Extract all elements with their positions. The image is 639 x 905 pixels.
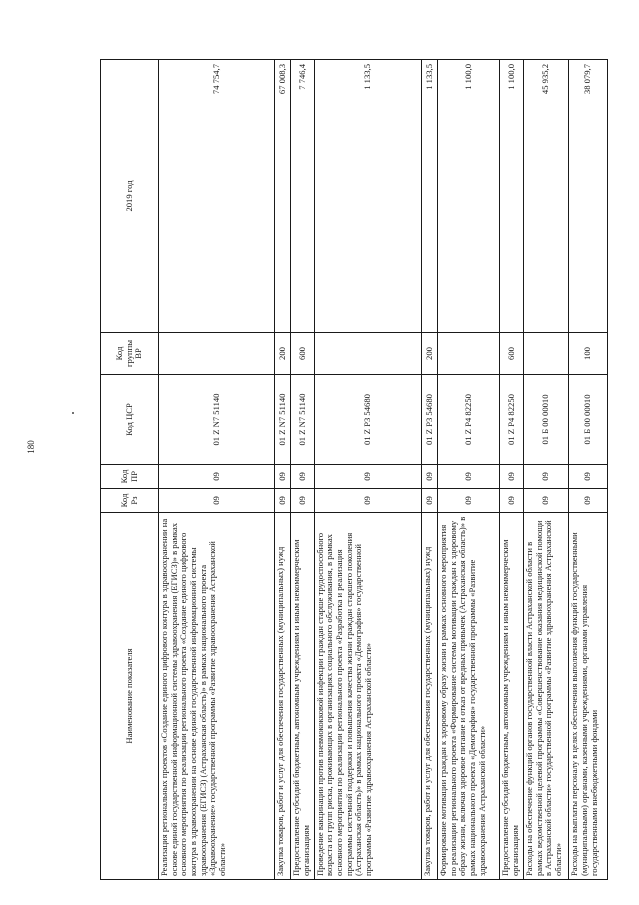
row-csr: 01 Z P3 54680 [314,375,421,465]
row-sum: 45 935,2 [524,60,569,333]
page-number: 180 [26,440,36,454]
header-vr: Код группы ВР [101,333,159,375]
row-csr: 01 Б 00 00010 [569,375,608,465]
table-row [422,60,438,880]
row-csr: 01 Z P3 54680 [422,375,438,465]
row-sum: 38 079,7 [569,60,608,333]
row-csr: 01 Z N7 51140 [159,375,275,465]
row-rz: 09 [159,489,275,513]
row-name: Предоставление субсидий бюджетным, автономным учреждениям и иным некоммерческим организациям [290,513,314,880]
row-csr: 01 Z N7 51140 [290,375,314,465]
row-rz: 09 [290,489,314,513]
row-vr: 100 [569,333,608,375]
row-csr: 01 Z P4 82250 [500,375,524,465]
row-name: Расходы на выплаты персоналу в целях обеспечения выполнения функций государственными (муниципальными) органами, казенными учреждениями, органами управления государственными внебюджетными фондами [569,513,608,880]
header-year: 2019 год [101,60,159,333]
row-pr: 09 [500,465,524,489]
row-sum: 74 754,7 [159,60,275,333]
row-pr: 09 [438,465,500,489]
row-rz: 09 [524,489,569,513]
row-name: Проведение вакцинации против пневмококковой инфекции граждан старше трудоспособного возраста из групп риска, проживающих в организациях социального обслуживания, в рамках основного мероприятия по реализации регионального проекта «Разработка и реализация программы системной поддержки и повышения качества жизни граждан старшего поколения (Астраханская область)» в рамках национального проекта «Демография» государственной программы «Развитие здравоохранения Астраханской области» [314,513,421,880]
row-vr: 200 [422,333,438,375]
row-name: Формирование мотивации граждан к здоровому образу жизни в рамках основного мероприятия по реализации регионального проекта «Формирование системы мотивации граждан к здоровому образу жизни, включая здоровое питание и отказ от вредных привычек (Астраханская область)» в рамках национального проекта «Демография» государственной программы «Развитие здравоохранения Астраханской области» [438,513,500,880]
row-sum: 7 746,4 [290,60,314,333]
row-name: Закупка товаров, работ и услуг для обеспечения государственных (муниципальных) нужд [422,513,438,880]
row-csr: 01 Z N7 51140 [274,375,290,465]
row-name: Расходы на обеспечение функций органов государственной власти Астраханской области в рамках ведомственной целевой программы «Совершенствование оказания медицинской помощи в Астраханской области» государственной программы «Развитие здравоохранения Астраханской области» [524,513,569,880]
row-pr: 09 [569,465,608,489]
scan-speck [72,412,74,414]
table-row [159,60,275,880]
header-pr: Код ПР [101,465,159,489]
row-pr: 09 [159,465,275,489]
table-row [290,60,314,880]
header-name: Наименование показателя [101,513,159,880]
row-sum: 1 133,5 [314,60,421,333]
table-row [314,60,421,880]
budget-table [100,59,608,880]
row-pr: 09 [274,465,290,489]
table-row [274,60,290,880]
row-rz: 09 [422,489,438,513]
row-rz: 09 [314,489,421,513]
row-sum: 1 100,0 [438,60,500,333]
row-csr: 01 Z P4 82250 [438,375,500,465]
row-vr: 200 [274,333,290,375]
row-pr: 09 [524,465,569,489]
table-row [569,60,608,880]
table-header-row [101,60,159,880]
table-row [524,60,569,880]
row-rz: 09 [274,489,290,513]
row-vr: 600 [290,333,314,375]
row-csr: 01 Б 00 00010 [524,375,569,465]
row-pr: 09 [422,465,438,489]
row-sum: 67 008,3 [274,60,290,333]
row-name: Предоставление субсидий бюджетным, автономным учреждениям и иным некоммерческим организациям [500,513,524,880]
row-vr [159,333,275,375]
header-csr: Код ЦСР [101,375,159,465]
row-vr [314,333,421,375]
row-rz: 09 [569,489,608,513]
table-row [438,60,500,880]
row-sum: 1 133,5 [422,60,438,333]
row-pr: 09 [314,465,421,489]
row-rz: 09 [500,489,524,513]
row-vr [438,333,500,375]
row-rz: 09 [438,489,500,513]
row-pr: 09 [290,465,314,489]
table-row [500,60,524,880]
row-name: Закупка товаров, работ и услуг для обеспечения государственных (муниципальных) нужд [274,513,290,880]
rotated-table-wrapper [100,60,608,880]
row-vr [524,333,569,375]
row-sum: 1 100,0 [500,60,524,333]
header-rz: Код Рз [101,489,159,513]
row-name: Реализация региональных проектов «Создание единого цифрового контура в здравоохранении на основе единой государственной информационной системы здравоохранения (ЕГИСЗ)» в рамках основного мероприятия по реализации регионального проекта «Создание единого цифрового контура в здравоохранении на основе единой государственной информационной системы здравоохранения (ЕГИСЗ) (Астраханская область)» в рамках национального проекта «Здравоохранение» государственной программы «Развитие здравоохранения Астраханской области» [159,513,275,880]
row-vr: 600 [500,333,524,375]
